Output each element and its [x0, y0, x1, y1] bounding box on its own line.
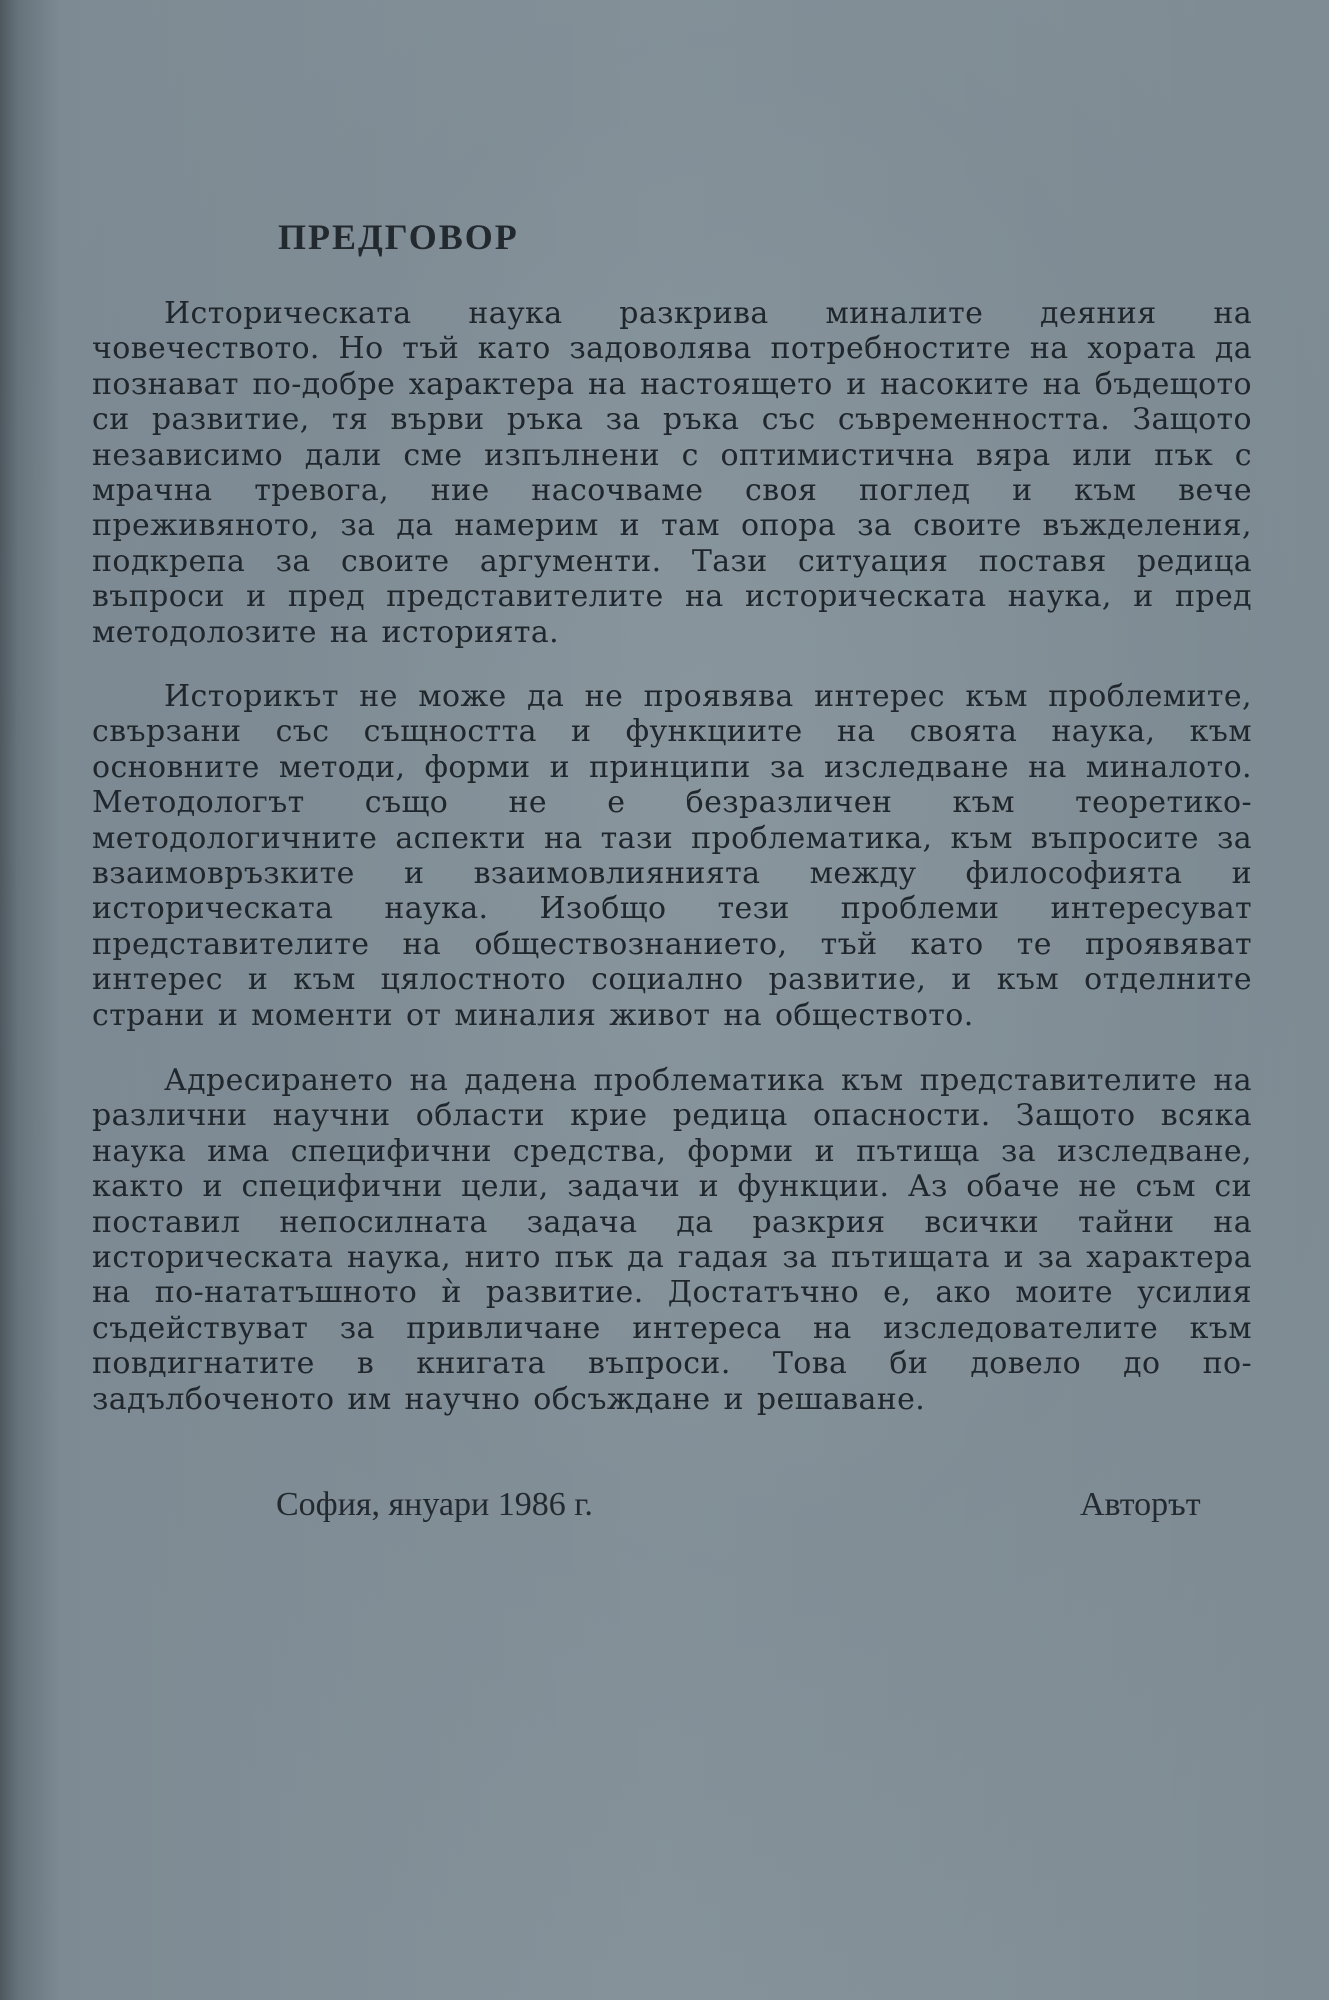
author-signature: Авторът — [1080, 1486, 1201, 1523]
place-and-date: София, януари 1986 г. — [276, 1486, 593, 1523]
preface-paragraph-3: Адресирането на дадена проблематика към представителите на различни научни области крие редица опасности. Защото всяка наука има специфични средства, форми и пътища за изследване, както и специфични цели, задачи и функции. Аз обаче не съм си поставил непосилната задача да разкрия всички тайни на историческата наука, нито пък да гадая за пътищата и за характера на по-нататъшното ѝ развитие. Достатъчно е, ако моите усилия съдействуват за привличане интереса на изследователите към повдигнатите в книгата въпроси. Това би довело до по-задълбоченото им научно обсъждане и решаване. — [92, 1063, 1252, 1417]
preface-paragraph-1: Историческата наука разкрива миналите деяния на човечеството. Но тъй като задоволява потребностите на хората да познават по-добре характера на настоящето и насоките на бъдещото си развитие, тя върви ръка за ръка със съвременността. Защото независимо дали сме изпълнени с оптимистична вяра или пък с мрачна тревога, ние насочваме своя поглед и към вече преживяното, за да намерим и там опора за своите въжделения, подкрепа за своите аргументи. Тази ситуация поставя редица въпроси и пред представителите на историческата наука, и пред методолозите на историята. — [92, 296, 1252, 650]
page-title: ПРЕДГОВОР — [278, 217, 519, 257]
preface-paragraph-2: Историкът не може да не проявява интерес към проблемите, свързани със същността и функциите на своята наука, към основните методи, форми и принципи за изследване на миналото. Методологът също не е безразличен към теоретико-методологичните аспекти на тази проблематика, към въпросите за взаимовръзките и взаимовлиянията между философията и историческата наука. Изобщо тези проблеми интересуват представителите на обществознанието, тъй като те проявяват интерес и към цялостното социално развитие, и към отделните страни и моменти от миналия живот на обществото. — [92, 679, 1252, 1033]
